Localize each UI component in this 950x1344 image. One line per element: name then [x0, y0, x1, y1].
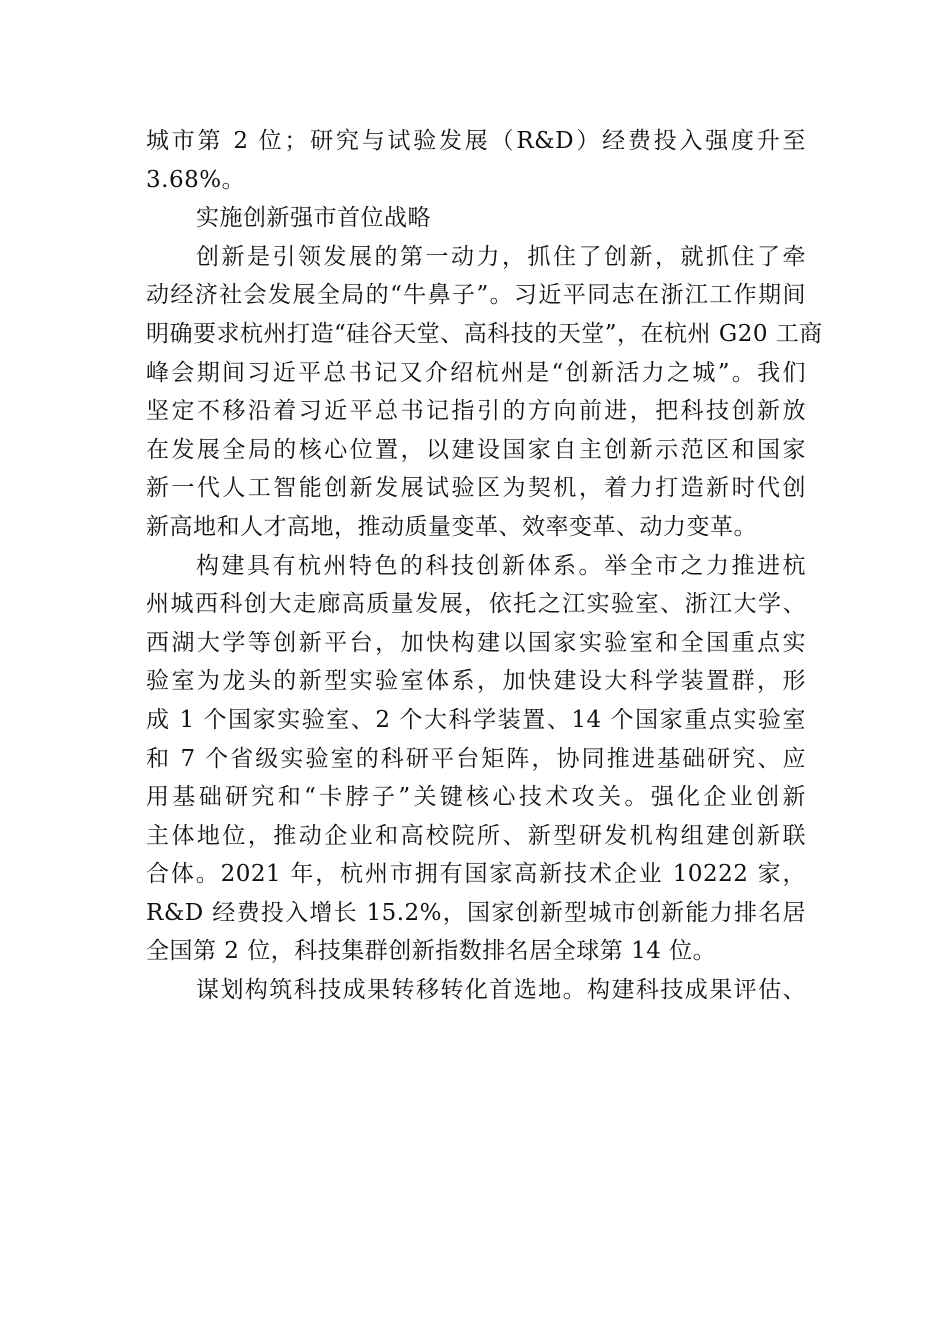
document-body	[146, 122, 823, 1010]
text-line: 在发展全局的核心位置，以建设国家自主创新示范区和国家	[146, 436, 806, 463]
text-line: 构建具有杭州特色的科技创新体系。举全市之力推进杭	[196, 552, 806, 579]
text-line: 西湖大学等创新平台，加快构建以国家实验室和全国重点实	[146, 629, 806, 656]
text-line: 和 7 个省级实验室的科研平台矩阵，协同推进基础研究、应	[146, 745, 806, 772]
text-line: 3.68%。	[146, 166, 246, 193]
text-line: 峰会期间习近平总书记又介绍杭州是“创新活力之城”。我们	[146, 359, 806, 386]
paragraph-innovation-system	[146, 547, 806, 972]
text-line: 明确要求杭州打造“硅谷天堂、高科技的天堂”，在杭州 G20 工商	[146, 320, 823, 347]
text-line: 新一代人工智能创新发展试验区为契机，着力打造新时代创	[146, 475, 806, 502]
paragraph-innovation-driving-force	[146, 238, 823, 547]
section-heading: 实施创新强市首位战略	[196, 205, 431, 232]
text-line: R&D 经费投入增长 15.2%，国家创新型城市创新能力排名居	[146, 899, 806, 926]
text-line: 全国第 2 位，科技集群创新指数排名居全球第 14 位。	[146, 938, 717, 965]
text-line: 州城西科创大走廊高质量发展，依托之江实验室、浙江大学、	[146, 591, 806, 618]
text-line: 新高地和人才高地，推动质量变革、效率变革、动力变革。	[146, 513, 757, 540]
text-line: 谋划构筑科技成果转移转化首选地。构建科技成果评估、	[196, 977, 806, 1004]
text-line: 合体。2021 年，杭州市拥有国家高新技术企业 10222 家，	[146, 861, 806, 888]
text-line: 用基础研究和“卡脖子”关键核心技术攻关。强化企业创新	[146, 784, 806, 811]
text-line: 验室为龙头的新型实验室体系，加快建设大科学装置群，形	[146, 668, 806, 695]
text-line: 主体地位，推动企业和高校院所、新型研发机构组建创新联	[146, 822, 806, 849]
text-line: 创新是引领发展的第一动力，抓住了创新，就抓住了牵	[196, 243, 806, 270]
text-line: 成 1 个国家实验室、2 个大科学装置、14 个国家重点实验室	[146, 706, 806, 733]
paragraph-tech-transfer	[146, 971, 806, 1010]
text-line: 动经济社会发展全局的“牛鼻子”。习近平同志在浙江工作期间	[146, 282, 806, 309]
text-line: 坚定不移沿着习近平总书记指引的方向前进，把科技创新放	[146, 398, 806, 425]
continued-paragraph	[146, 122, 806, 199]
text-line: 城市第 2 位；研究与试验发展（R&D）经费投入强度升至	[146, 128, 806, 154]
